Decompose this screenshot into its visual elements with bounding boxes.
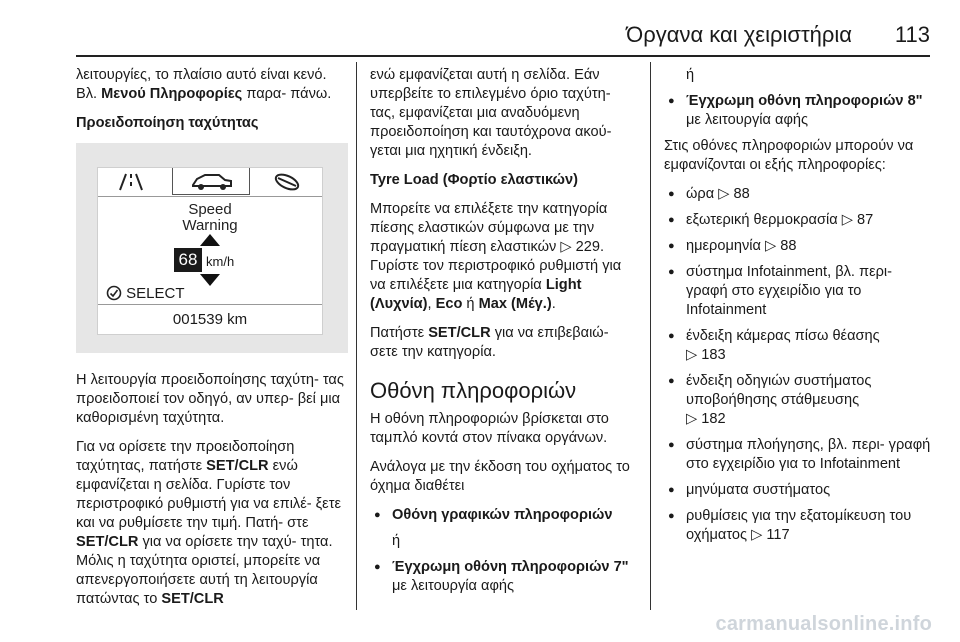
car-icon bbox=[189, 171, 233, 191]
page-number: 113 bbox=[894, 22, 930, 47]
check-circle-icon bbox=[106, 285, 122, 301]
page-header bbox=[0, 0, 960, 58]
tyre-load-heading: Tyre Load (Φορτίο ελαστικών) bbox=[370, 172, 578, 188]
page-ref-icon: ▷ bbox=[718, 186, 734, 202]
page-ref-icon: ▷ bbox=[686, 347, 702, 363]
list-item: ● εξωτερική θερμοκρασία ▷ 87 bbox=[664, 211, 934, 230]
page-title: Όργανα και χειριστήρια bbox=[626, 22, 852, 47]
speed-unit: km/h bbox=[206, 254, 235, 269]
intro-paragraph: λειτουργίες, το πλαίσιο αυτό είναι κενό. Βλ. Μενού Πληροφορίες παρα- πάνω. bbox=[76, 67, 332, 102]
speed-warning-continuation: ενώ εμφανίζεται αυτή η σελίδα. Εάν υπερβείτε το επιλεγμένο όριο ταχύτη- τας, εμφανίζεται μια αναδυόμενη προειδοποίηση και ταυτόχρονα ακού- γεται μια ηχητική ένδειξη. bbox=[370, 67, 612, 159]
list-item: ● ένδειξη κάμερας πίσω θέασης ▷ 183 bbox=[664, 327, 934, 365]
page-ref-icon: ▷ bbox=[686, 411, 702, 427]
page-ref-icon: ▷ bbox=[560, 239, 576, 255]
list-item: ● μηνύματα συστήματος bbox=[664, 481, 934, 500]
tyre-load-confirm: Πατήστε SET/CLR για να επιβεβαιώ- σετε την κατηγορία. bbox=[370, 325, 609, 360]
info-display-contents-list bbox=[664, 185, 934, 545]
list-item: ● ώρα ▷ 88 bbox=[664, 185, 934, 204]
speed-value: 68 bbox=[174, 248, 202, 272]
column-3 bbox=[664, 66, 934, 552]
arrow-down-icon bbox=[200, 274, 220, 286]
speed-warning-instructions: Για να ορίσετε την προειδοποίηση ταχύτητας, πατήστε SET/CLR ενώ εμφανίζεται η σελίδα. Γυρίστε τον περιστροφικό ρυθμιστή για να επιλέ- ξετε και να ρυθμίσετε την τιμή. Πατή- στε SET/CLR για να ορίσετε την ταχύ- τητα. Μόλις η ταχύτητα οριστεί, μπορείτε να απενεργοποιήσετε αυτή τη λειτουργία πατώντας το SET/CLR bbox=[76, 439, 341, 607]
display-variant-list bbox=[370, 506, 634, 596]
page-ref-icon: ▷ bbox=[841, 212, 858, 228]
arrow-up-icon bbox=[200, 234, 220, 246]
info-display-location: Η οθόνη πληροφοριών βρίσκεται στο ταμπλό κοντά στον πίνακα οργάνων. bbox=[370, 411, 609, 446]
display-screen bbox=[97, 167, 323, 335]
page-ref-icon: ▷ bbox=[751, 527, 767, 543]
list-item: ● ρυθμίσεις για την εξατομίκευση του οχήματος ▷ 117 bbox=[664, 507, 934, 545]
road-icon bbox=[116, 172, 146, 192]
display-variant-list-continued bbox=[664, 66, 934, 130]
list-item: ● σύστημα Infotainment, βλ. περι- γραφή στο εγχειρίδιο για το Infotainment bbox=[664, 263, 934, 320]
odometer-value: 001539 km bbox=[172, 311, 248, 328]
select-hint: SELECT bbox=[106, 284, 185, 303]
info-display-contents-intro: Στις οθόνες πληροφοριών μπορούν να εμφανίζονται οι εξής πληροφορίες: bbox=[664, 138, 914, 173]
list-item-or: ή bbox=[686, 67, 695, 83]
list-item: ● Έγχρωμη οθόνη πληροφοριών 7" με λειτουργία αφής bbox=[370, 558, 634, 596]
tyre-icon bbox=[272, 172, 302, 192]
header-rule bbox=[76, 55, 930, 57]
speed-warning-heading: Προειδοποίηση ταχύτητας bbox=[76, 115, 259, 131]
display-tab-bar bbox=[98, 168, 322, 197]
selected-tab bbox=[172, 168, 250, 195]
list-item: ● Οθόνη γραφικών πληροφοριών bbox=[370, 506, 634, 525]
info-display-variants: Ανάλογα με την έκδοση του οχήματος το όχημα διαθέτει bbox=[370, 459, 630, 494]
list-item: ● σύστημα πλοήγησης, βλ. περι- γραφή στο εγχειρίδιο για το Infotainment bbox=[664, 436, 934, 474]
watermark: carmanualsonline.info bbox=[715, 613, 932, 635]
column-1 bbox=[76, 66, 348, 619]
list-item-or: ή bbox=[392, 533, 401, 549]
list-item: ● ημερομηνία ▷ 88 bbox=[664, 237, 934, 256]
speed-warning-description: Η λειτουργία προειδοποίησης ταχύτη- τας προειδοποιεί τον οδηγό, αν υπερ- βεί μια καθορισμένη ταχύτητα. bbox=[76, 372, 344, 426]
display-separator bbox=[98, 304, 322, 305]
display-title-speed: Speed bbox=[188, 201, 232, 218]
column-2 bbox=[370, 66, 634, 603]
list-item: ● Έγχρωμη οθόνη πληροφοριών 8" με λειτουργία αφής bbox=[664, 92, 934, 130]
page-ref-icon: ▷ bbox=[765, 238, 781, 254]
column-divider bbox=[650, 62, 651, 610]
display-title-warning: Warning bbox=[182, 217, 238, 234]
list-item: ● ένδειξη οδηγιών συστήματος υποβοήθησης στάθμευσης ▷ 182 bbox=[664, 372, 934, 429]
info-display-heading: Οθόνη πληροφοριών bbox=[370, 378, 577, 403]
speed-warning-display-illustration bbox=[76, 143, 348, 353]
tyre-load-description: Μπορείτε να επιλέξετε την κατηγορία πίεσης ελαστικών σύμφωνα με την πραγματική πίεση ελαστικών ▷ 229. Γυρίστε τον περιστροφικό ρυθμιστή για να επιλέξετε μια κατηγορία Light (Λυχνία), Eco ή Max (Μέγ.). bbox=[370, 201, 622, 312]
column-divider bbox=[356, 62, 357, 610]
